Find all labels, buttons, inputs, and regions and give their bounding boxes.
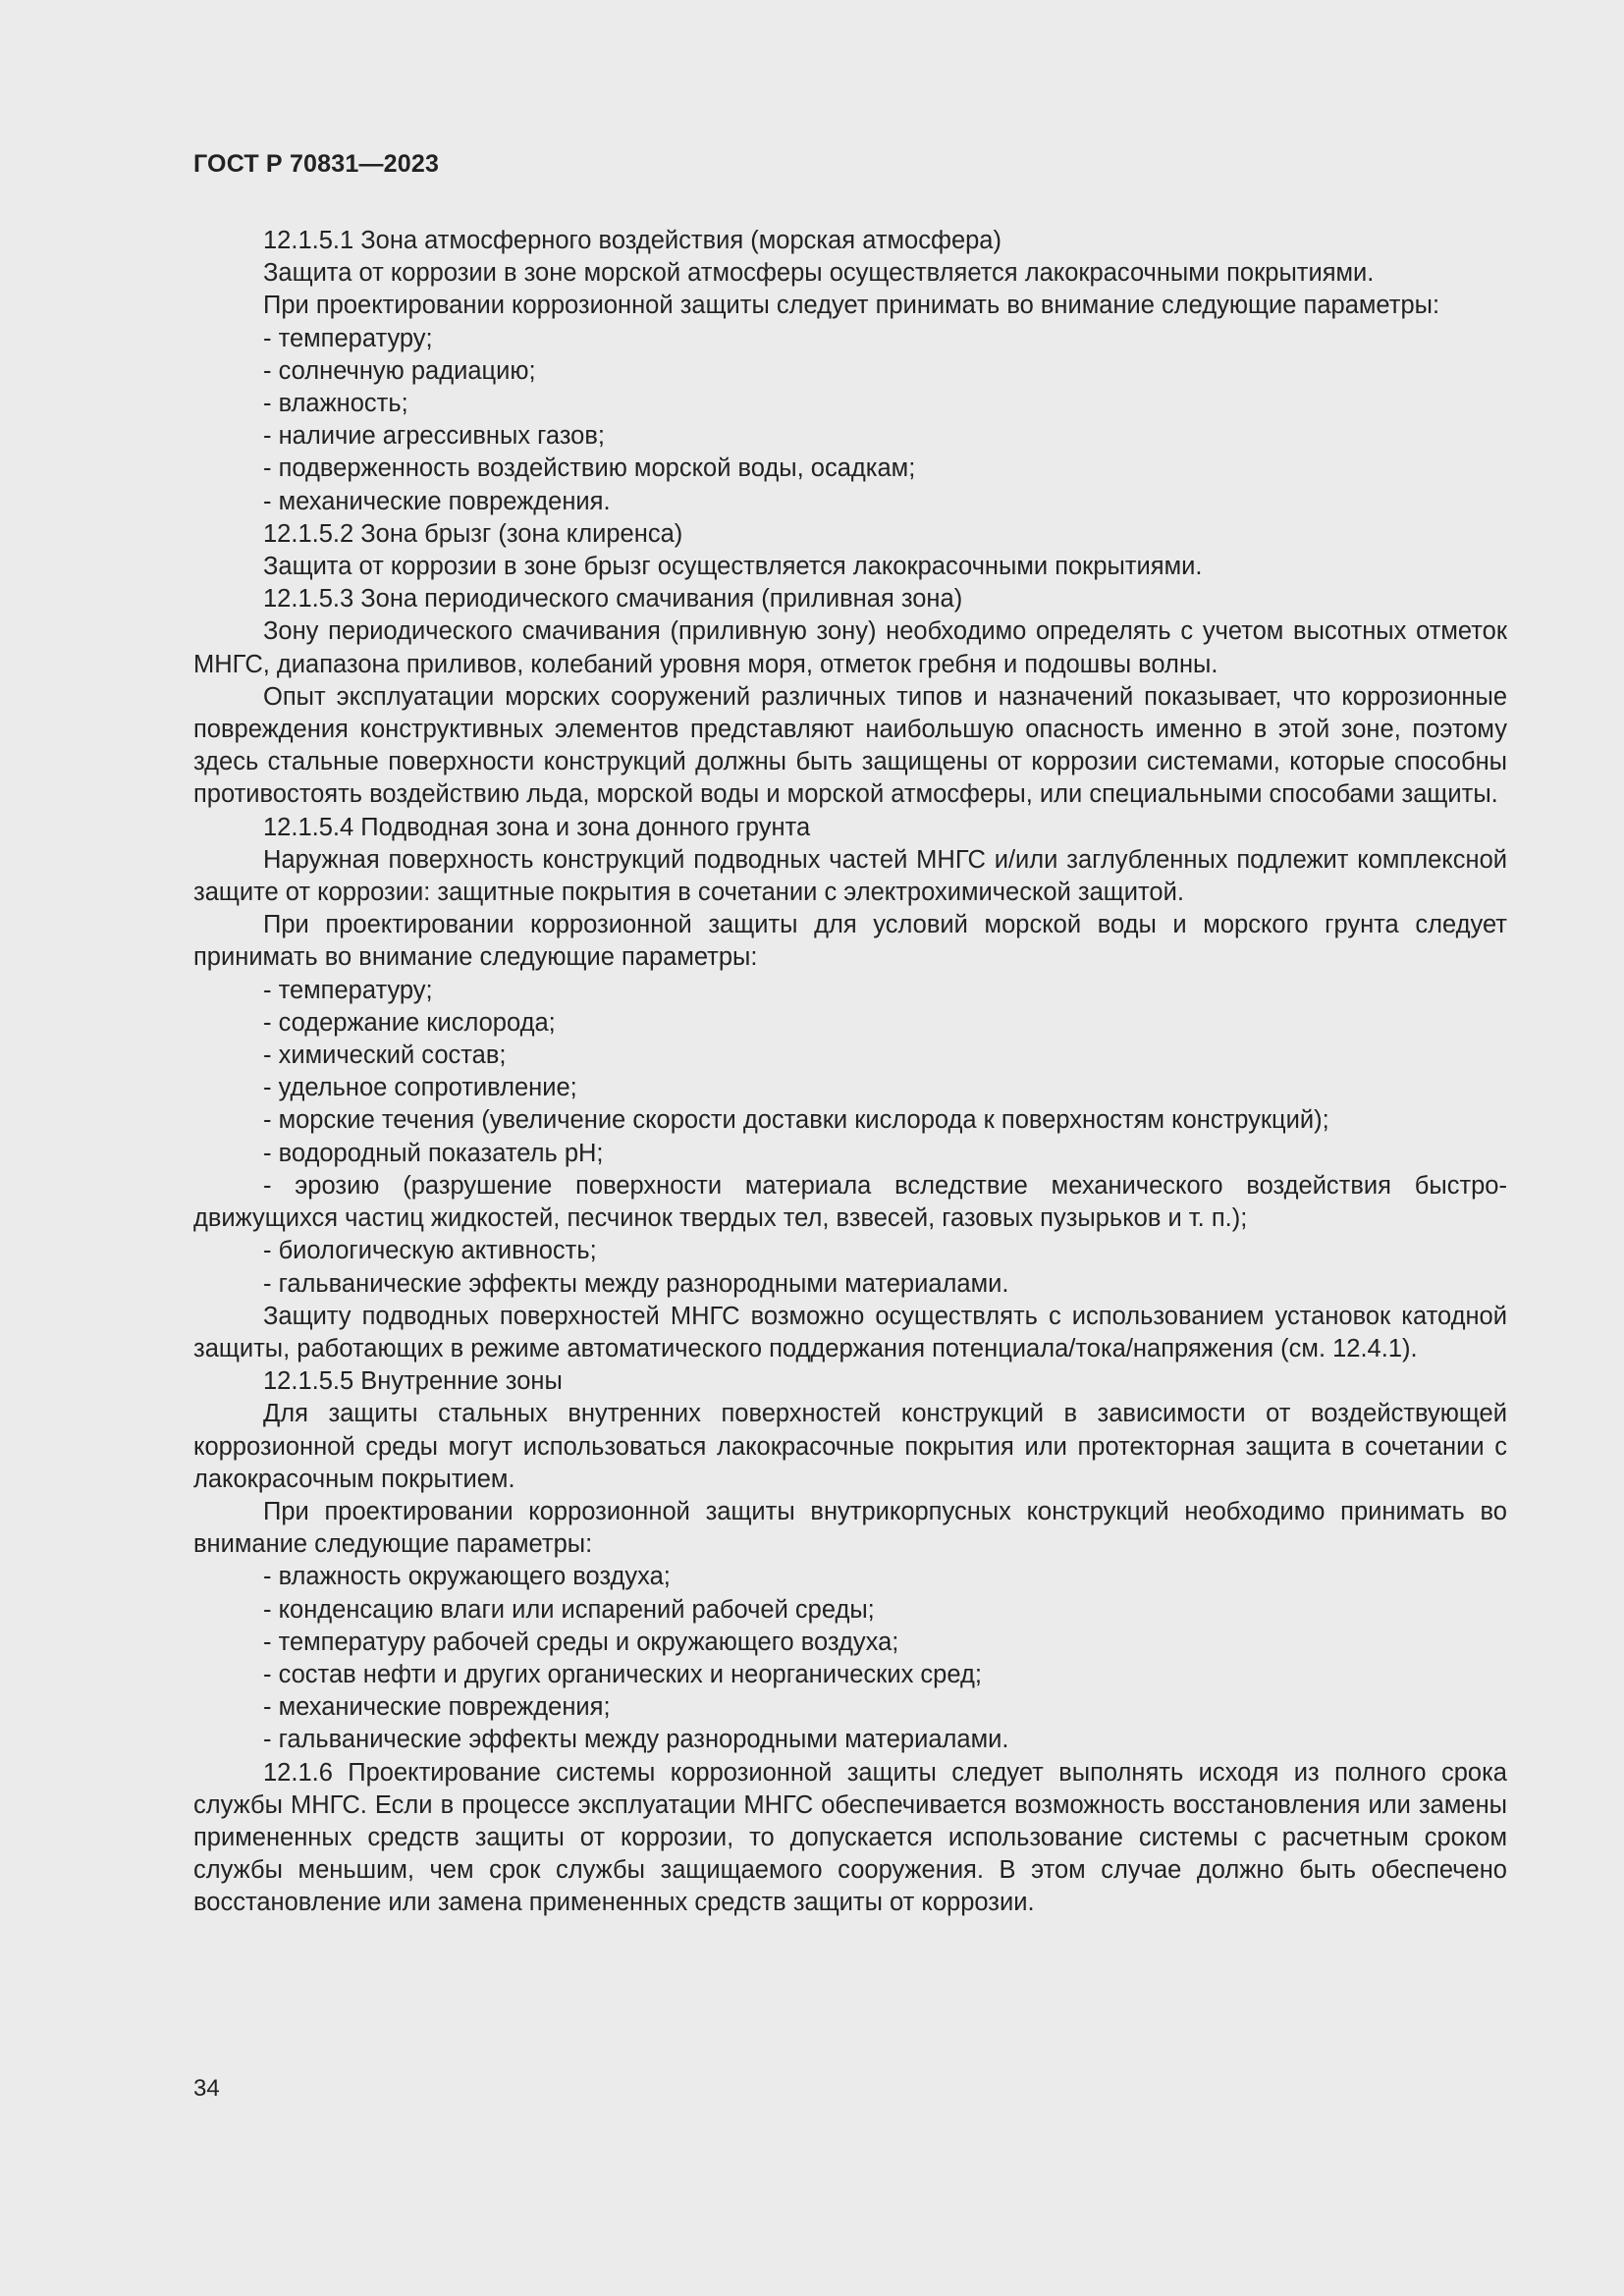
list-item: - конденсацию влаги или испарений рабочей среды; xyxy=(263,1595,875,1624)
list-item: - температуру; xyxy=(263,324,433,352)
list-item: - механические повреждения. xyxy=(263,487,611,515)
list-item: - температуру; xyxy=(263,976,433,1004)
list-item: - влажность; xyxy=(263,390,408,418)
paragraph: Наружная поверхность конструкций подводных частей МНГС и/или заглубленных подлежит комплексной защите от коррозии: защитные покрытия в сочетании с электрохимической защитой. xyxy=(193,845,1507,907)
page-number: 34 xyxy=(193,2075,220,2102)
list-item: - температуру рабочей среды и окружающего воздуха; xyxy=(263,1628,899,1656)
list-item: - механические повреждения; xyxy=(263,1693,611,1722)
section-heading: 12.1.5.4 Подводная зона и зона донного грунта xyxy=(263,813,811,841)
list-item: - содержание кислорода; xyxy=(263,1008,556,1037)
list-item: - наличие агрессивных газов; xyxy=(263,422,605,451)
document-body xyxy=(193,225,1507,1920)
paragraph: Для защиты стальных внутренних поверхностей конструкций в зависимости от воздействующей коррозионной среды могут использоваться лакокрасочные покрытия или протекторная защита в сочетании с лакокрасочным покрытием. xyxy=(193,1400,1507,1493)
list-item: - морские течения (увеличение скорости доставки кислорода к поверхностям конструкций); xyxy=(263,1106,1329,1135)
list-item: - гальванические эффекты между разнородными материалами. xyxy=(263,1726,1009,1754)
paragraph: При проектировании коррозионной защиты для условий морской воды и морского грунта следует принимать во внимание следующие параметры: xyxy=(193,911,1507,972)
paragraph: 12.1.6 Проектирование системы коррозионной защиты следует выполнять исходя из полного срока службы МНГС. Если в процессе эксплуатации МНГС обеспечивается возможность восстановления или замены примененных средств защиты от коррозии, то допускается использование системы с расчетным сроком службы меньшим, чем срок службы защищаемого сооружения. В этом случае должно быть обеспечено восстановление или замена примененных средств защиты от коррозии. xyxy=(193,1758,1507,1917)
document-code-header: ГОСТ Р 70831—2023 xyxy=(193,150,440,178)
list-item: - гальванические эффекты между разнородными материалами. xyxy=(263,1269,1009,1298)
section-heading: 12.1.5.3 Зона периодического смачивания (приливная зона) xyxy=(263,585,963,614)
list-item: - водородный показатель pH; xyxy=(263,1139,604,1167)
list-item: - солнечную радиацию; xyxy=(263,356,536,385)
paragraph: При проектировании коррозионной защиты внутрикорпусных конструкций необходимо принимать во внимание следующие параметры: xyxy=(193,1497,1507,1559)
paragraph: Защита от коррозии в зоне морской атмосферы осуществляется лакокрасочными покрытиями. xyxy=(263,259,1375,288)
paragraph: Зону периодического смачивания (приливную зону) необходимо определять с учетом высотных отметок МНГС, диапазона приливов, колебаний уровня моря, отметок гребня и подошвы волны. xyxy=(193,617,1507,678)
list-item: - удельное сопротивление; xyxy=(263,1074,577,1102)
list-item: - эрозию (разрушение поверхности материала вследствие механического воздействия быстродвижущихся частиц жидкостей, песчинок твердых тел, взвесей, газовых пузырьков и т. п.); xyxy=(193,1171,1507,1233)
list-item: - влажность окружающего воздуха; xyxy=(263,1563,671,1591)
section-heading: 12.1.5.5 Внутренние зоны xyxy=(263,1367,563,1396)
list-item: - состав нефти и других органических и неорганических сред; xyxy=(263,1660,982,1688)
list-item: - подверженность воздействию морской воды, осадкам; xyxy=(263,454,916,483)
list-item: - химический состав; xyxy=(263,1041,507,1070)
section-heading: 12.1.5.2 Зона брызг (зона клиренса) xyxy=(263,519,683,548)
paragraph: Защиту подводных поверхностей МНГС возможно осуществлять с использованием установок катодной защиты, работающих в режиме автоматического поддержания потенциала/тока/напряжения (см. 12.4.1). xyxy=(193,1302,1507,1362)
paragraph: 12.1.5.1 Зона атмосферного воздействия (морская атмосфера) xyxy=(263,227,1001,254)
paragraph: Опыт эксплуатации морских сооружений различных типов и назначений показывает, что коррозионные повреждения конструктивных элементов представляют наибольшую опасность именно в этой зоне, поэтому здесь стальные поверхности конструкций должны быть защищены от коррозии системами, которые способны противостоять воздействию льда, морской воды и морской атмосферы, или специальными способами защиты. xyxy=(193,682,1507,809)
paragraph: Защита от коррозии в зоне брызг осуществляется лакокрасочными покрытиями. xyxy=(263,553,1203,581)
list-item: - биологическую активность; xyxy=(263,1237,597,1265)
paragraph: При проектировании коррозионной защиты следует принимать во внимание следующие параметры: xyxy=(263,292,1440,320)
